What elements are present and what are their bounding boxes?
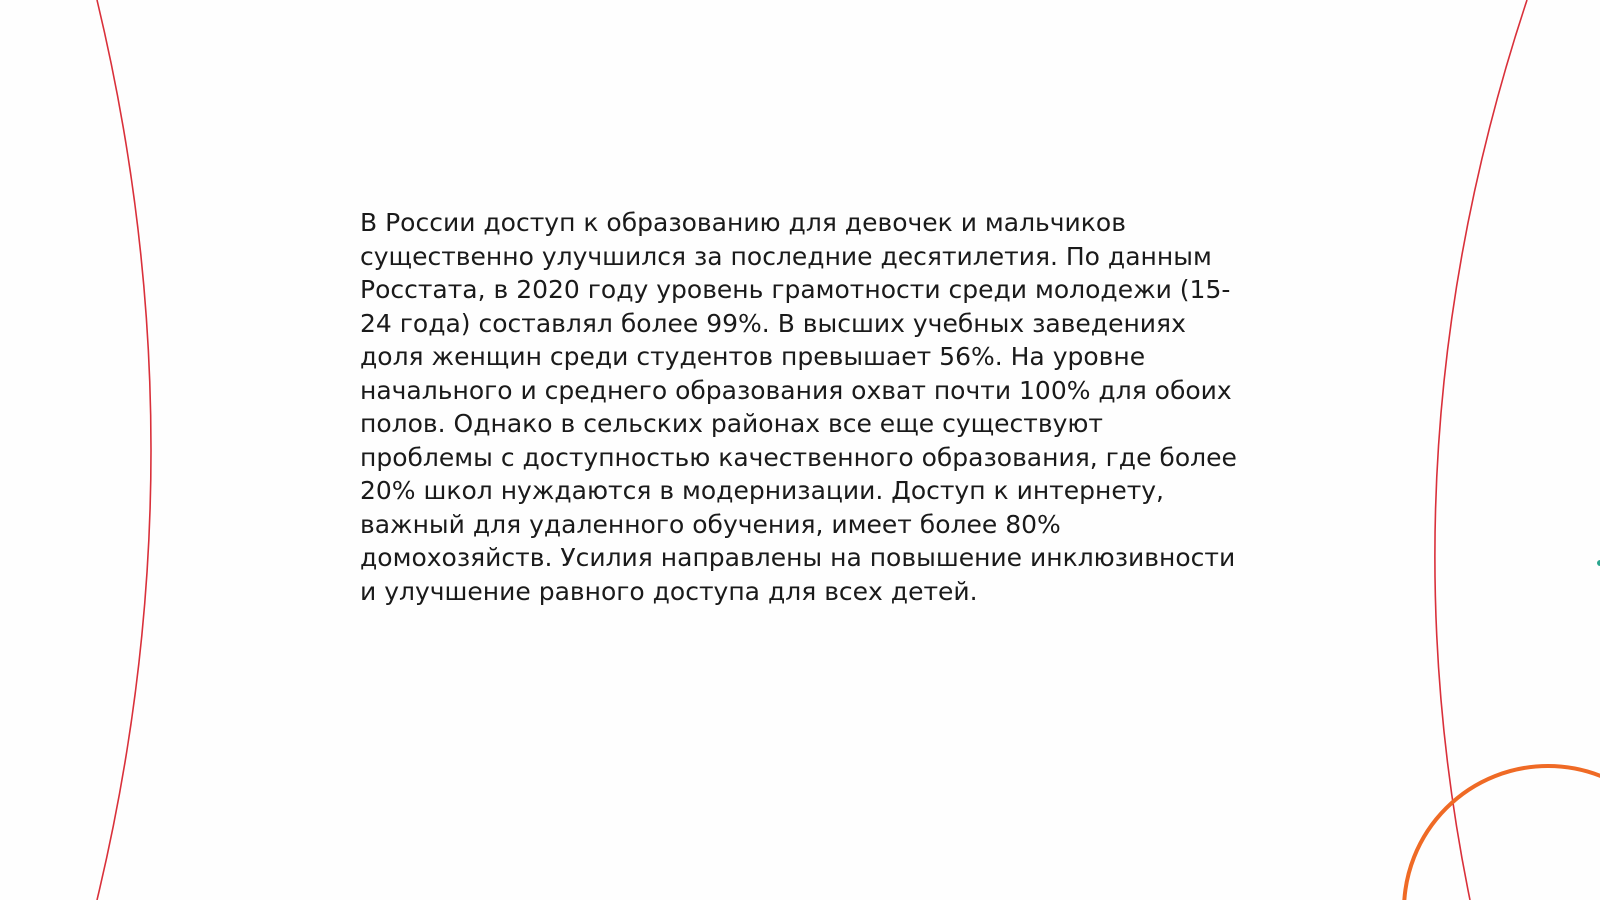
- slide-body-text: В России доступ к образованию для девочек и мальчиков существенно улучшился за последние десятилетия. По данным Росстата, в 2020 году уровень грамотности среди молодежи (15-24 года) составлял более 99%. В высших учебных заведениях доля женщин среди студентов превышает 56%. На уровне начального и среднего образования охват почти 100% для обоих полов. Однако в сельских районах все еще существуют проблемы с доступностью качественного образования, где более 20% школ нуждаются в модернизации. Доступ к интернету, важный для удаленного обучения, имеет более 80% домохозяйств. Усилия направлены на повышение инклюзивности и улучшение равного доступа для всех детей.: [360, 208, 1237, 606]
- right-decorative-curve: [1435, 0, 1527, 900]
- left-decorative-curve: [97, 0, 151, 900]
- accent-ring: [1404, 766, 1600, 900]
